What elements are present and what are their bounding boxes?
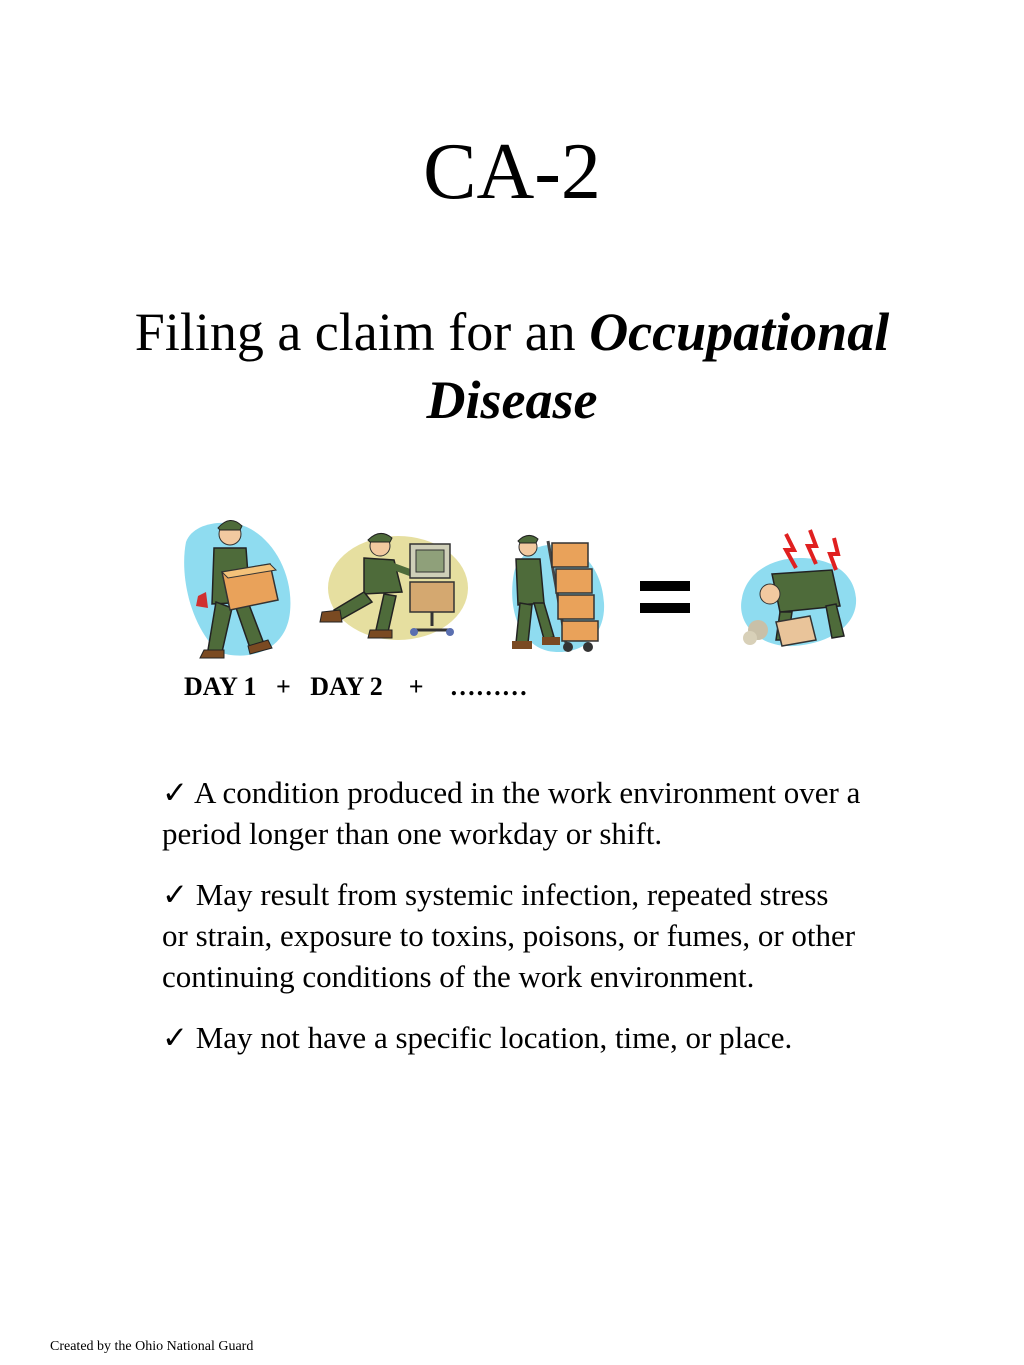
worker-moving-computer-icon — [314, 530, 474, 642]
checkmark-icon: ✓ — [162, 775, 188, 810]
day-sequence-label: DAY 1 + DAY 2 + ……… — [184, 672, 528, 701]
subtitle-plain-text: Filing a claim for an — [134, 302, 590, 362]
slide-title: CA-2 — [423, 128, 601, 216]
equals-sign-icon — [640, 575, 698, 615]
footer-credit: Created by the Ohio National Guard — [50, 1339, 254, 1354]
checkmark-icon: ✓ — [162, 877, 188, 912]
bullet-item — [162, 874, 862, 997]
injured-worker-back-pain-icon — [736, 528, 862, 652]
worker-hand-truck-icon — [508, 533, 608, 655]
bullet-list — [162, 772, 862, 1078]
bullet-text: May not have a specific location, time, or place. — [187, 1020, 793, 1055]
bullet-item — [162, 772, 862, 854]
bullet-text: May result from systemic infection, repeated stress or strain, exposure to toxins, poisons, or fumes, or other continuing conditions of the work environment. — [162, 877, 856, 994]
bullet-item — [162, 1017, 862, 1058]
subtitle-emphasis-text: Occupational Disease — [426, 302, 890, 430]
checkmark-icon: ✓ — [162, 1020, 188, 1055]
worker-carrying-box-icon — [178, 512, 294, 662]
bullet-text: A condition produced in the work environment over a period longer than one workday or shift. — [162, 775, 861, 851]
slide-subtitle — [60, 298, 964, 434]
